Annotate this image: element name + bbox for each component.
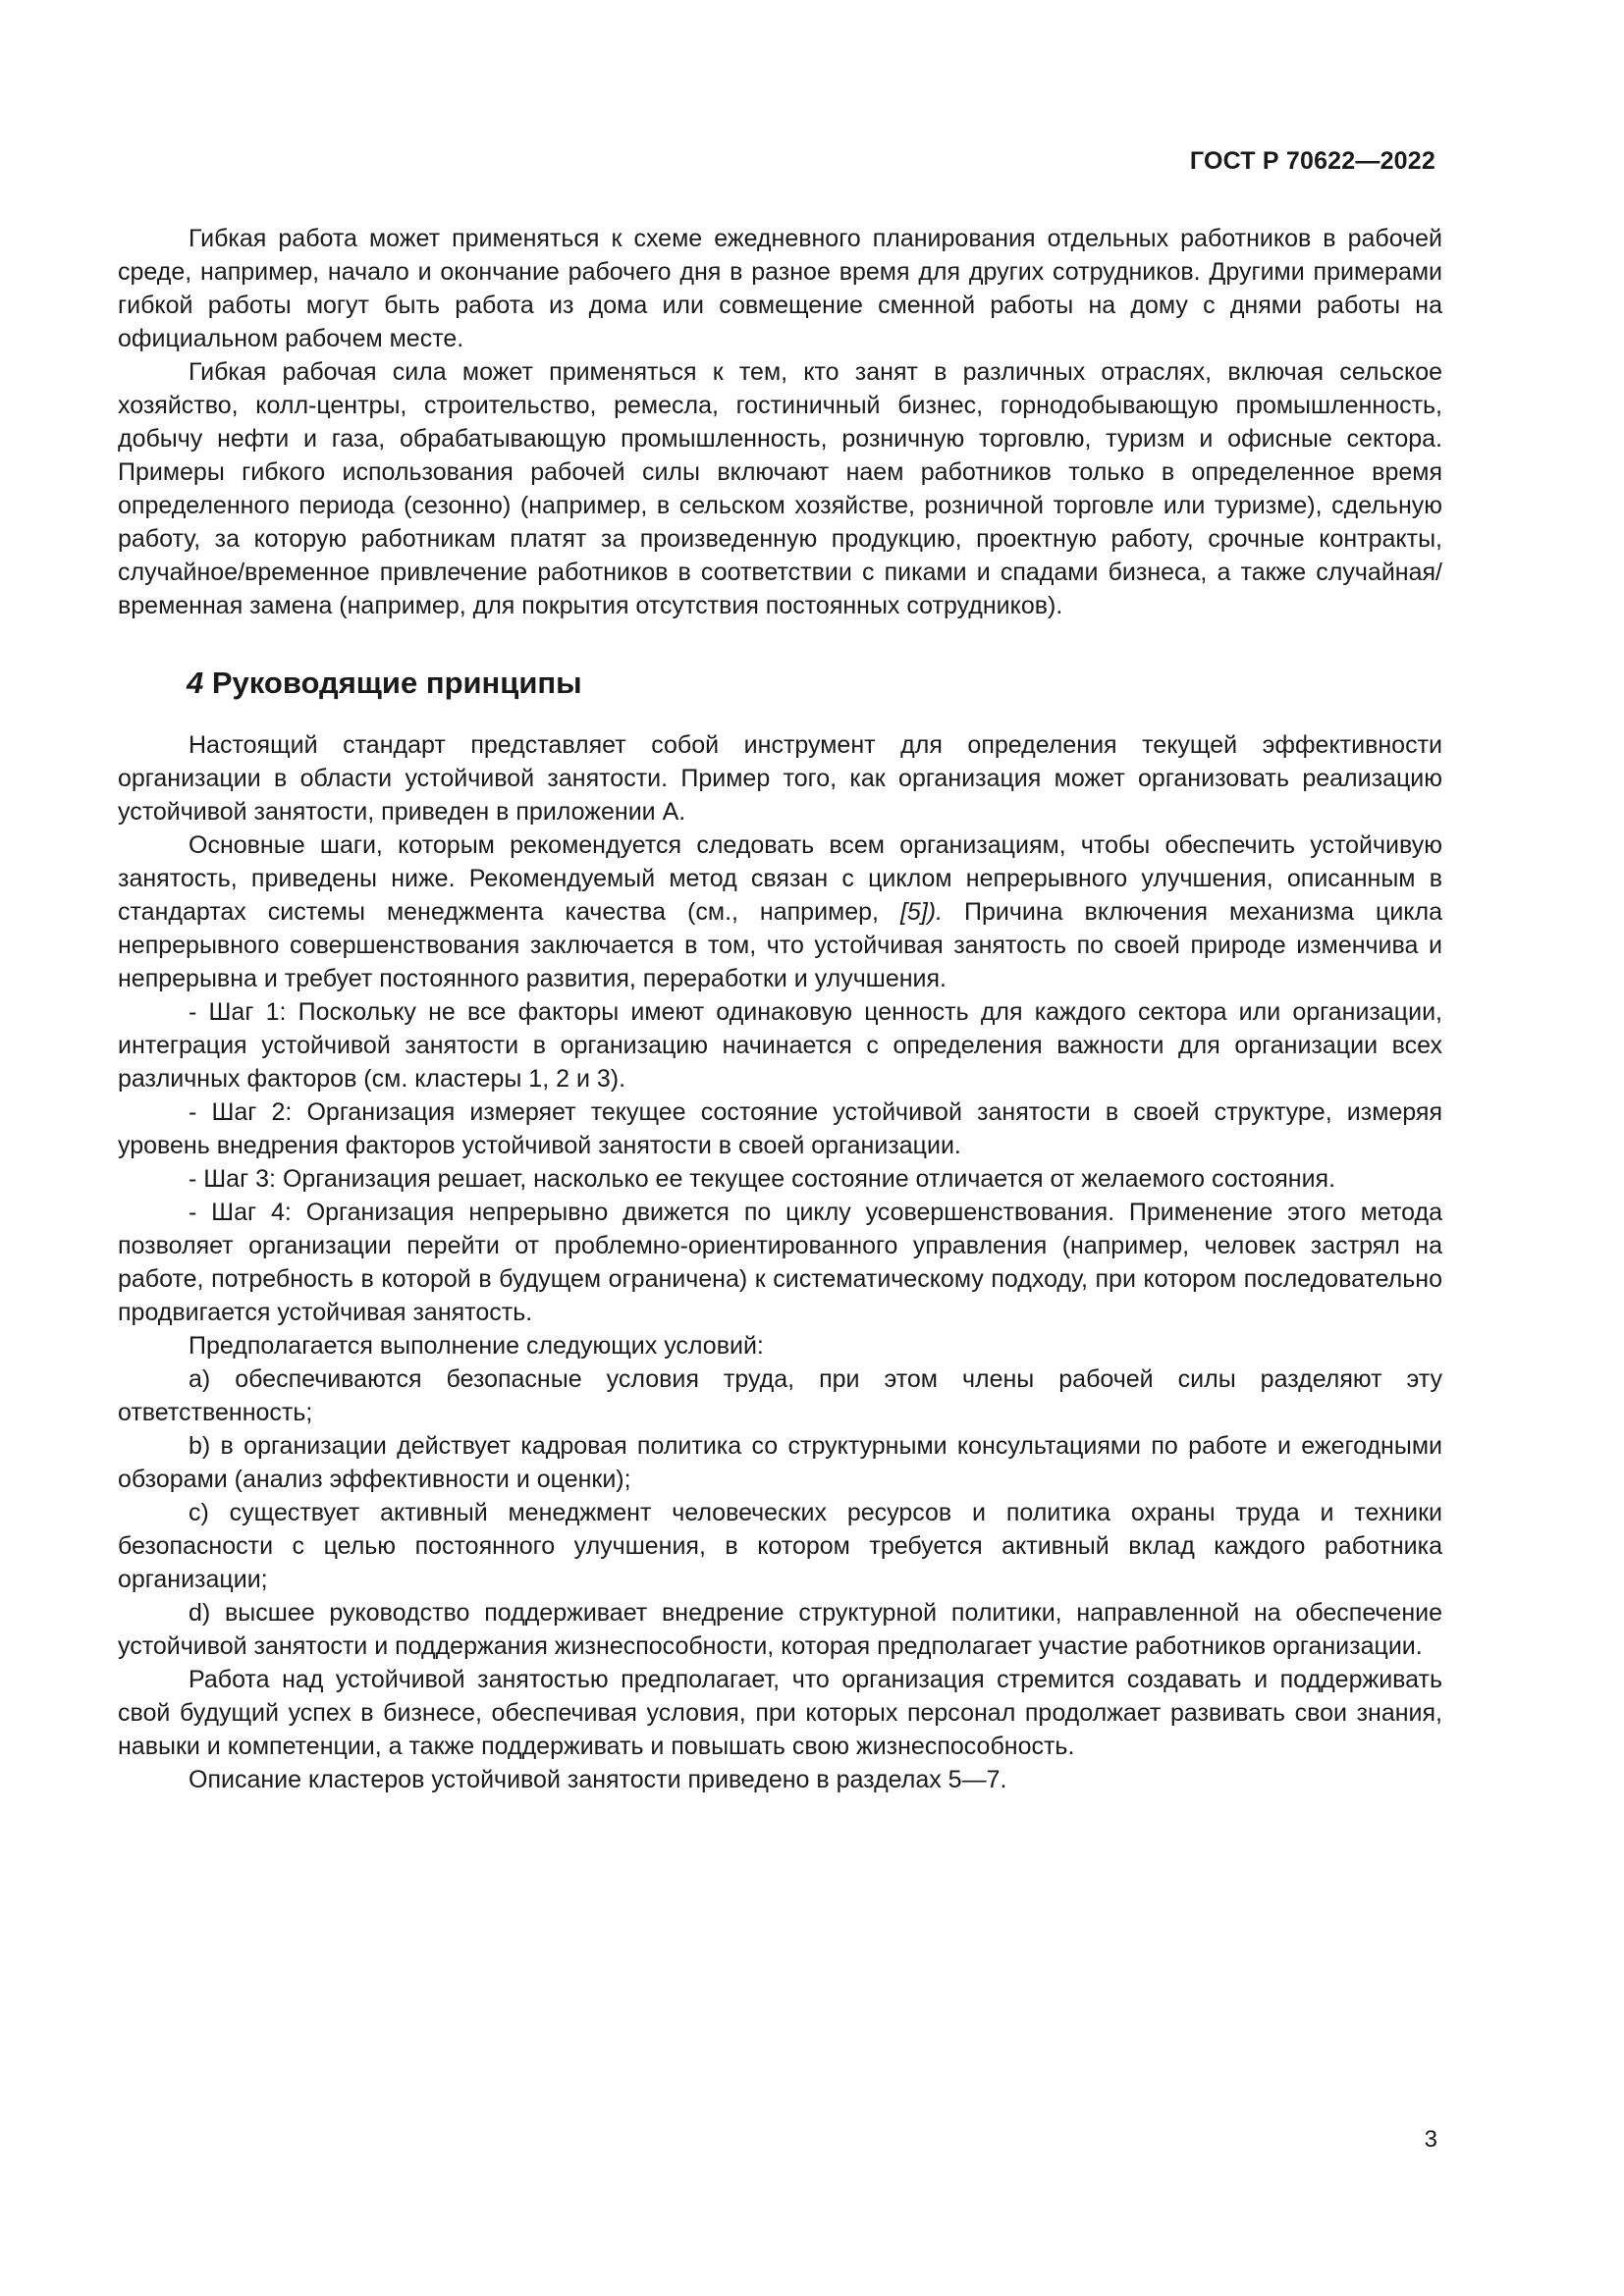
page-number: 3 [1424, 2126, 1437, 2153]
step-1: - Шаг 1: Поскольку не все факторы имеют одинаковую ценность для каждого сектора или организации, интеграция устойчивой занятости в организацию начинается с определения важности для организации всех различных факторов (см. кластеры 1, 2 и 3). [118, 998, 1442, 1093]
paragraph-clusters-reference: Описание кластеров устойчивой занятости приведено в разделах 5—7. [189, 1766, 1007, 1793]
condition-d: d) высшее руководство поддерживает внедрение структурной политики, направленной на обеспечение устойчивой занятости и поддержания жизнеспособности, которая предполагает участие работников организации. [118, 1599, 1442, 1660]
reference-link: [5]). [899, 898, 944, 926]
paragraph-sustainable-work: Работа над устойчивой занятостью предполагает, что организация стремится создавать и поддерживать свой будущий успех в бизнесе, обеспечивая условия, при которых персонал продолжает развивать свои знания, навыки и компетенции, а также поддерживать и повышать свою жизнеспособность. [118, 1666, 1442, 1760]
condition-c: c) существует активный менеджмент человеческих ресурсов и политика охраны труда и техники безопасности с целью постоянного улучшения, в котором требуется активный вклад каждого работника организации; [118, 1499, 1442, 1593]
section-heading [118, 664, 1442, 703]
paragraph-main-steps [118, 828, 1442, 995]
paragraph-flexible-workforce: Гибкая рабочая сила может применяться к тем, кто занят в различных отраслях, включая сельское хозяйство, колл-центры, строительство, ремесла, гостиничный бизнес, горнодобывающую промышленность, добычу нефти и газа, обрабатывающую промышленность, розничную торговлю, туризм и офисные сектора. Примеры гибкого использования рабочей силы включают наем работников только в определенное время определенного периода (сезонно) (например, в сельском хозяйстве, розничной торговле или туризме), сдельную работу, за которую работникам платят за произведенную продукцию, проектную работу, срочные контракты, случайное/временное привлечение работников в соответствии с пиками и спадами бизнеса, а также случайная/временная замена (например, для покрытия отсутствия постоянных сотрудников). [118, 358, 1442, 619]
paragraph-standard-purpose: Настоящий стандарт представляет собой инструмент для определения текущей эффективности организации в области устойчивой занятости. Пример того, как организация может организовать реализацию устойчивой занятости, приведен в приложении А. [118, 731, 1442, 826]
page-content [118, 222, 1442, 1796]
main-steps-text-end: Причина включения механизма цикла непрерывного совершенствования заключается в том, что устойчивая занятость по своей природе изменчива и непрерывна и требует постоянного развития, переработки и улучшения. [118, 898, 1442, 992]
step-2: - Шаг 2: Организация измеряет текущее состояние устойчивой занятости в своей структуре, измеряя уровень внедрения факторов устойчивой занятости в своей организации. [118, 1098, 1442, 1159]
main-steps-text-start: Основные шаги, которым рекомендуется следовать всем организациям, чтобы обеспечить устойчивую занятость, приведены ниже. Рекомендуемый метод связан с циклом непрерывного улучшения, описанным в стандартах системы менеджмента качества (см., например, [118, 831, 1442, 926]
condition-b: b) в организации действует кадровая политика со структурными консультациями по работе и ежегодными обзорами (анализ эффективности и оценки); [118, 1432, 1442, 1493]
step-4: - Шаг 4: Организация непрерывно движется по циклу усовершенствования. Применение этого метода позволяет организации перейти от проблемно-ориентированного управления (например, человек застрял на работе, потребность в которой в будущем ограничена) к систематическому подходу, при котором последовательно продвигается устойчивая занятость. [118, 1199, 1442, 1326]
document-code-header: ГОСТ Р 70622—2022 [1189, 147, 1435, 175]
conditions-intro: Предполагается выполнение следующих условий: [189, 1332, 764, 1360]
condition-a: a) обеспечиваются безопасные условия труда, при этом члены рабочей силы разделяют эту ответственность; [118, 1365, 1442, 1426]
section-title: Руководящие принципы [211, 666, 582, 700]
step-3: - Шаг 3: Организация решает, насколько ее текущее состояние отличается от желаемого состояния. [189, 1165, 1336, 1193]
section-number: 4 [187, 666, 204, 700]
paragraph-flexible-work: Гибкая работа может применяться к схеме ежедневного планирования отдельных работников в рабочей среде, например, начало и окончание рабочего дня в разное время для других сотрудников. Другими примерами гибкой работы могут быть работа из дома или совмещение сменной работы на дому с днями работы на официальном рабочем месте. [118, 225, 1442, 352]
